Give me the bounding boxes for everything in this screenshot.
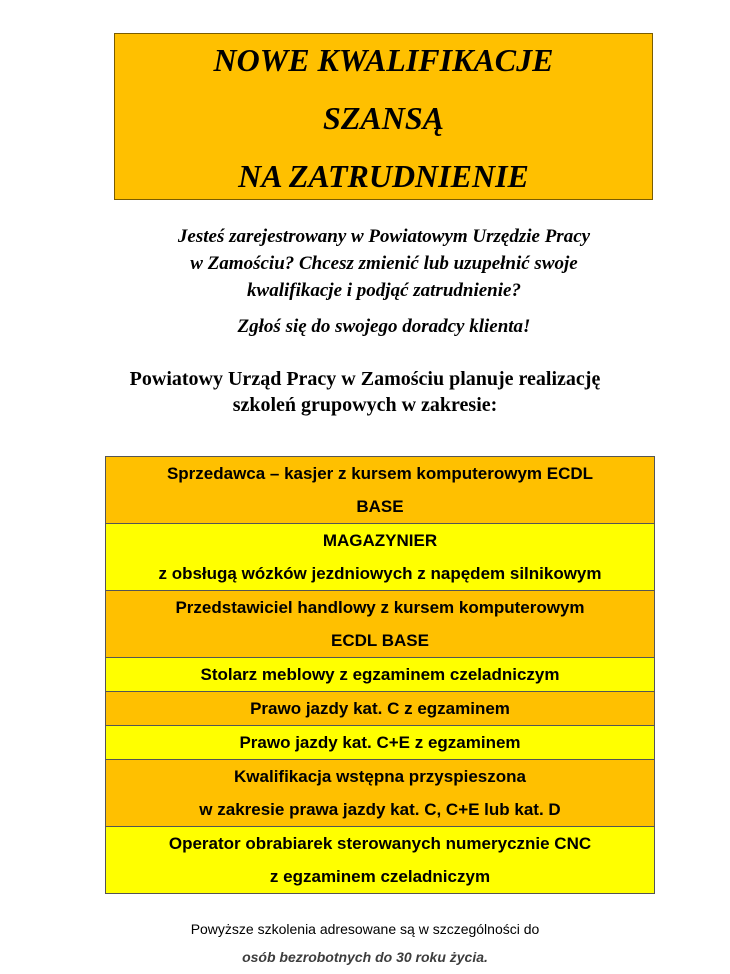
footer-line-1: Powyższe szkolenia adresowane są w szczególności do [190,921,540,937]
course-cell [106,827,655,894]
course-detail: BASE [356,497,404,516]
plan-line-2: szkoleń grupowych w zakresie: [232,394,498,416]
title-line-1: NOWE KWALIFIKACJE [213,42,554,78]
course-cell [106,524,655,591]
title-line-3: NA ZATRUDNIENIE [238,158,529,194]
footer-line-2: osób bezrobotnych do 30 roku życia. [242,949,488,965]
course-detail: ECDL BASE [331,631,429,650]
course-detail: z obsługą wózków jezdniowych z napędem silnikowym [158,564,602,583]
intro-line-2: w Zamościu? Chcesz zmienić lub uzupełnić swoje [190,253,578,274]
courses-table [105,456,655,894]
course-row [106,692,655,726]
intro-paragraph [104,223,664,304]
intro-line-1: Jesteś zarejestrowany w Powiatowym Urzędzie Pracy [177,226,591,247]
plan-line-1: Powiatowy Urząd Pracy w Zamościu planuje realizację [129,368,601,390]
course-detail: w zakresie prawa jazdy kat. C, C+E lub kat. D [199,800,561,819]
course-row [106,524,655,591]
course-title: Prawo jazdy kat. C z egzaminem [250,699,510,718]
course-title: Przedstawiciel handlowy z kursem komputerowym [175,598,585,617]
course-title: MAGAZYNIER [322,531,438,550]
title-line-2: SZANSĄ [323,100,444,136]
course-row [106,591,655,658]
plan-heading [80,366,650,418]
course-detail: z egzaminem czeladniczym [269,867,491,886]
course-row [106,827,655,894]
course-title: Kwalifikacja wstępna przyspieszona [234,767,526,786]
course-row [106,658,655,692]
call-to-action: Zgłoś się do swojego doradcy klienta! [237,316,531,337]
course-row [106,457,655,524]
course-title: Operator obrabiarek sterowanych numerycznie CNC [168,834,592,853]
course-cell [106,692,655,726]
course-row [106,726,655,760]
course-cell [106,591,655,658]
course-cell [106,457,655,524]
intro-line-3: kwalifikacje i podjąć zatrudnienie? [247,280,521,301]
course-title: Stolarz meblowy z egzaminem czeladniczym [200,665,560,684]
course-row [106,760,655,827]
course-cell [106,658,655,692]
course-cell [106,726,655,760]
course-cell [106,760,655,827]
course-title: Prawo jazdy kat. C+E z egzaminem [239,733,521,752]
title-banner [114,33,653,200]
footer-note [80,915,650,971]
course-title: Sprzedawca – kasjer z kursem komputerowym ECDL [166,464,594,483]
